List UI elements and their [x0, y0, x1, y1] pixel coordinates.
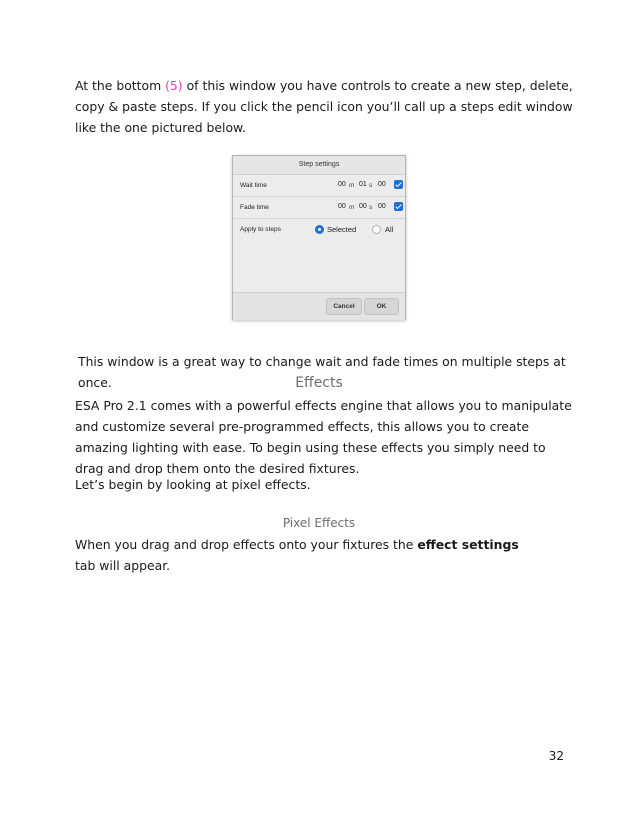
page-number: 32: [548, 749, 564, 763]
callout-number: (5): [165, 78, 183, 93]
intro-paragraph: [75, 75, 575, 138]
apply-to-steps-label: Apply to steps: [240, 226, 281, 233]
dialog-caption: This window is a great way to change wait and fade times on multiple steps at once.: [78, 354, 566, 390]
selected-radio-label[interactable]: Selected: [327, 225, 357, 234]
pixel-effects-intro: Let’s begin by looking at pixel effects.: [75, 477, 311, 492]
wait-time-checkbox[interactable]: [394, 180, 403, 189]
dialog-title: Step settings: [233, 156, 405, 175]
cancel-button[interactable]: Cancel: [326, 298, 362, 315]
wait-seconds-unit: s: [369, 182, 373, 189]
intro-text-after: of this window you have controls to create a new step, delete, copy & paste steps. If you click the pencil icon you’ll call up a steps edit window like the one pictured below.: [75, 78, 573, 135]
effects-heading: Effects: [295, 375, 343, 391]
intro-text-before: At the bottom: [75, 78, 166, 93]
selected-radio[interactable]: [315, 225, 324, 234]
wait-minutes-field[interactable]: 00: [338, 181, 346, 188]
effect-settings-term: effect settings: [417, 537, 519, 552]
wait-time-label: Wait time: [240, 182, 267, 189]
ok-button[interactable]: OK: [364, 298, 399, 315]
wait-frames-field[interactable]: 00: [378, 181, 386, 188]
fade-time-label: Fade time: [240, 204, 269, 211]
drag-paragraph: [75, 534, 535, 576]
dialog-footer: [233, 292, 405, 320]
step-settings-dialog: [232, 155, 406, 320]
wait-minutes-unit: m: [349, 182, 355, 189]
fade-seconds-field[interactable]: 00: [359, 203, 367, 210]
dialog-body-empty: [233, 240, 405, 292]
fade-seconds-unit: s: [369, 204, 373, 211]
all-radio-label[interactable]: All: [385, 225, 394, 234]
fade-time-checkbox[interactable]: [394, 202, 403, 211]
drag-text-before: When you drag and drop effects onto your fixtures the: [75, 537, 418, 552]
fade-frames-field[interactable]: 00: [378, 203, 386, 210]
fade-time-row: [233, 197, 405, 219]
apply-to-steps-row: [233, 219, 405, 240]
fade-minutes-field[interactable]: 00: [338, 203, 346, 210]
fade-minutes-unit: m: [349, 204, 355, 211]
wait-time-row: [233, 175, 405, 197]
all-radio[interactable]: [372, 225, 381, 234]
effects-paragraph: ESA Pro 2.1 comes with a powerful effects engine that allows you to manipulate and customize several pre-programmed effects, this allows you to create amazing lighting with ease. To begin using these effects you simply need to drag and drop them onto the desired fixtures.: [75, 398, 572, 476]
drag-text-after: tab will appear.: [75, 558, 171, 573]
wait-seconds-field[interactable]: 01: [359, 181, 367, 188]
pixel-effects-heading: Pixel Effects: [282, 516, 356, 530]
